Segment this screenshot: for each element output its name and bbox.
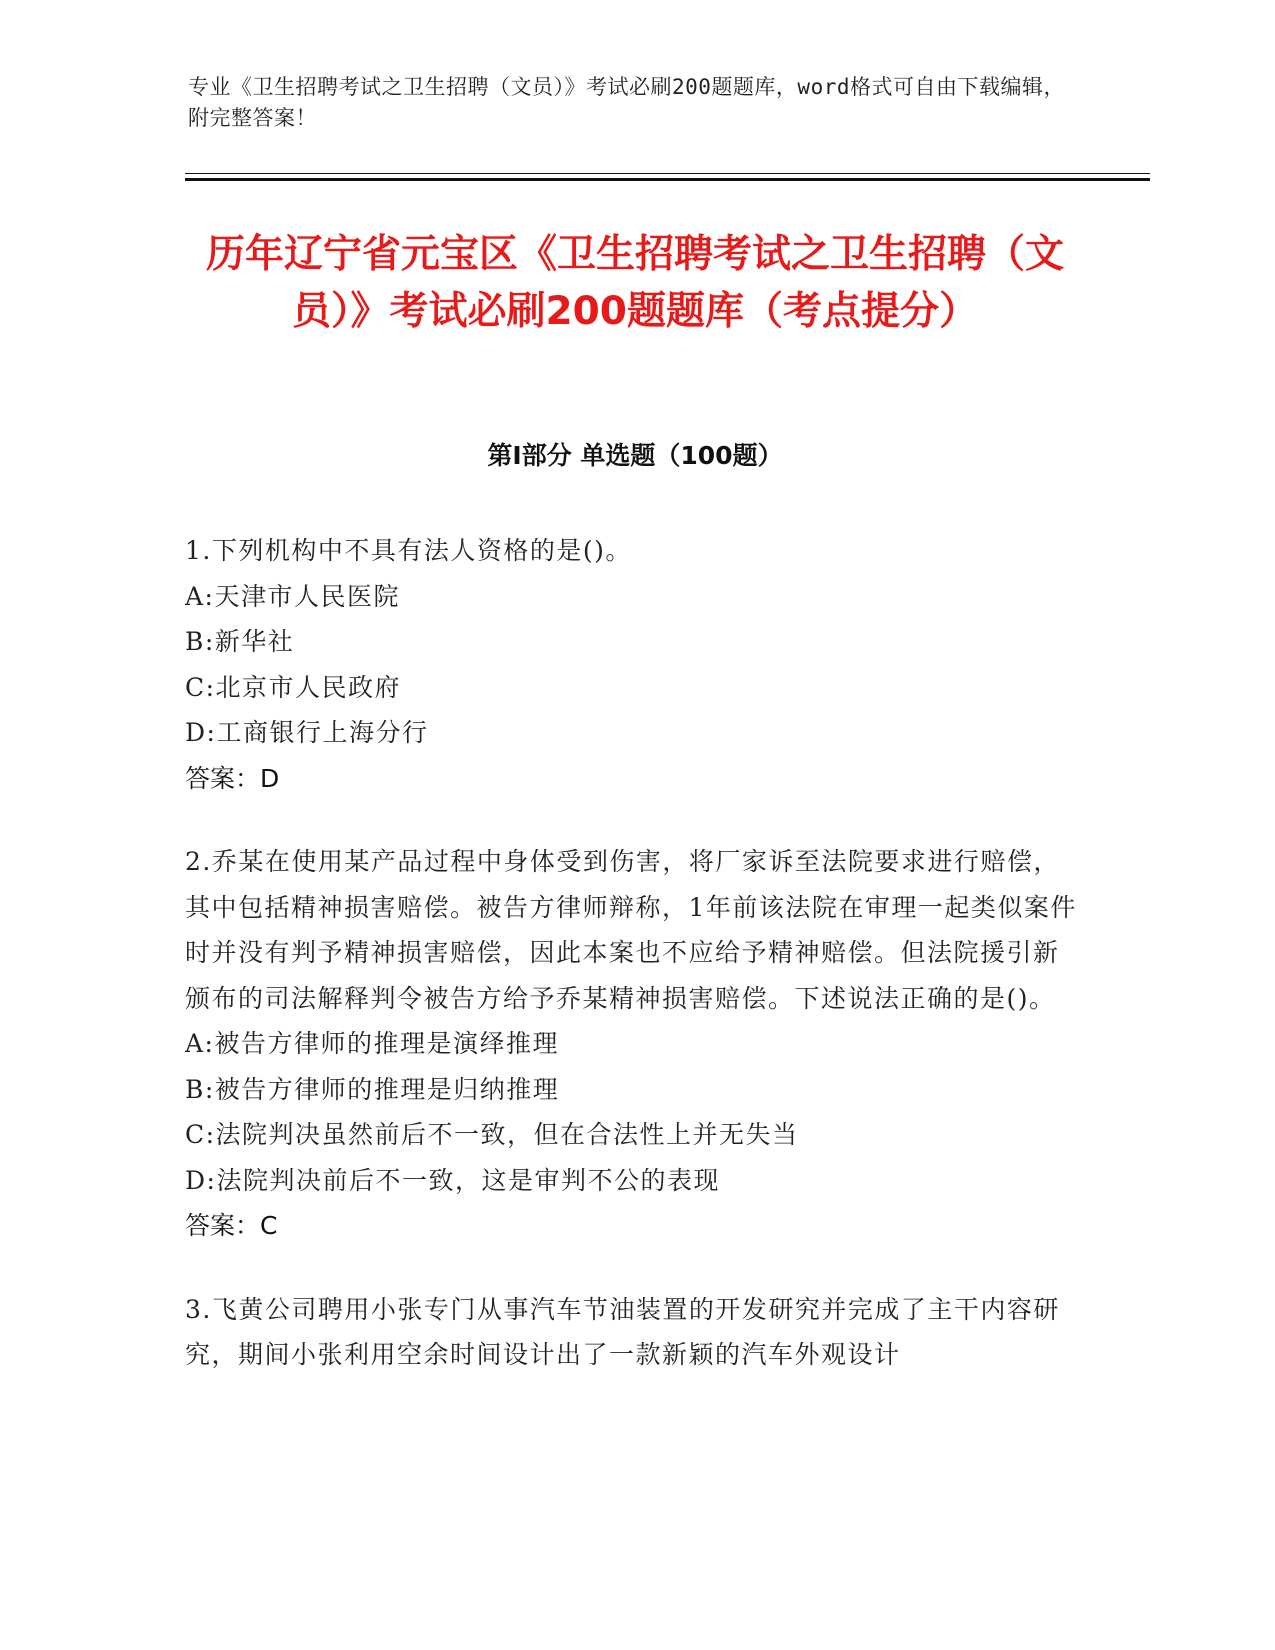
question-list (185, 528, 1085, 1416)
header-note: 专业《卫生招聘考试之卫生招聘（文员）》考试必刷200题题库，word格式可自由下载编辑，附完整答案！ (188, 75, 1065, 130)
document-title: 历年辽宁省元宝区《卫生招聘考试之卫生招聘（文员）》考试必刷200题题库（考点提分） (205, 232, 1064, 334)
option-a: A:天津市人民医院 (185, 581, 400, 611)
header-divider-thin (185, 173, 1150, 174)
header-divider-thick (185, 178, 1150, 181)
answer: 答案：C (185, 1211, 278, 1240)
option-c: C:北京市人民政府 (185, 672, 402, 702)
question-text: 2.乔某在使用某产品过程中身体受到伤害，将厂家诉至法院要求进行赔偿，其中包括精神损害赔偿。被告方律师辩称，1年前该法院在审理一起类似案件时并没有判予精神损害赔偿，因此本案也不应给予精神赔偿。但法院援引新颁布的司法解释判令被告方给予乔某精神损害赔偿。下述说法正确的是()。 (185, 847, 1077, 1013)
question-2 (185, 839, 1085, 1249)
question-3 (185, 1287, 1085, 1378)
option-b: B:新华社 (185, 627, 295, 656)
section-title: 第I部分 单选题（100题） (487, 441, 783, 470)
option-d: D:工商银行上海分行 (185, 718, 429, 747)
question-text: 3.飞黄公司聘用小张专门从事汽车节油装置的开发研究并完成了主干内容研究，期间小张利用空余时间设计出了一款新颖的汽车外观设计 (185, 1294, 1060, 1369)
option-a: A:被告方律师的推理是演绎推理 (185, 1029, 559, 1058)
question-text: 1.下列机构中不具有法人资格的是()。 (185, 536, 632, 565)
option-d: D:法院判决前后不一致，这是审判不公的表现 (185, 1165, 720, 1195)
option-c: C:法院判决虽然前后不一致，但在合法性上并无失当 (185, 1120, 799, 1149)
question-1 (185, 528, 1085, 801)
answer: 答案：D (185, 763, 280, 793)
option-b: B:被告方律师的推理是归纳推理 (185, 1074, 560, 1104)
